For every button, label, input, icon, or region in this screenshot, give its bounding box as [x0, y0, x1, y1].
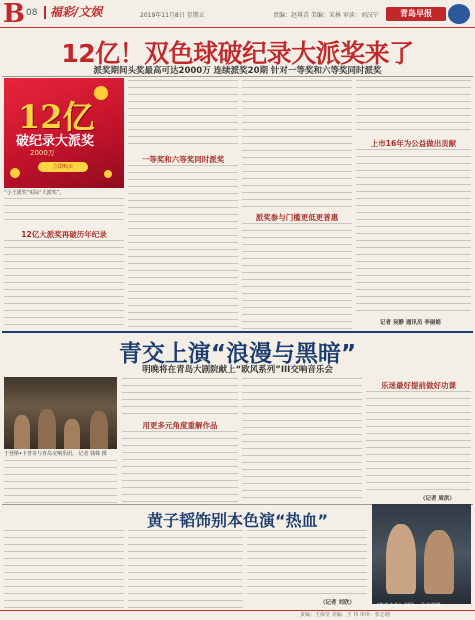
subhead-charity: 上市16年为公益做出贡献 [370, 139, 457, 148]
text-column [242, 223, 352, 330]
story2-subhead: 明晚将在青岛大剧院献上“欧风系列”III交响音乐会 [142, 365, 333, 375]
text-column [128, 80, 238, 150]
text-column [356, 80, 471, 134]
text-column [366, 391, 471, 494]
divider [2, 331, 473, 333]
subhead-threshold: 派奖参与门槛更低更普惠 [255, 213, 339, 222]
poster-amount: 12亿 [18, 98, 95, 136]
poster-prize: 2000万 [30, 149, 55, 157]
story3-byline: （记者 刘欣） [320, 600, 355, 606]
text-column [128, 165, 238, 330]
story1-byline: 记者 吴静 通讯员 李丽娟 [380, 320, 441, 326]
coin-icon [10, 168, 20, 178]
text-column [4, 198, 124, 226]
drama-still-photo [372, 504, 471, 604]
subhead-homework: 乐迷最好提前做好功课 [381, 381, 456, 390]
text-column [122, 431, 238, 504]
poster-title: 破纪录大派奖 [16, 134, 95, 149]
issue-date: 2019年11月8日 星期五 [140, 12, 205, 19]
divider [2, 76, 473, 77]
editor-credits: 责编：赵琪青 美编：宋林 审读：刘汉宁 [273, 12, 379, 19]
story1-subhead: 派奖期间头奖最高可达2000万 连续派奖20期 针对一等奖和六等奖同时派奖 [93, 66, 382, 76]
text-column [128, 530, 243, 608]
drama-caption: 《热血少年》剧照。 片方供图 [374, 603, 441, 609]
photo-caption: 于登斯•卡普奇与青岛交响乐团。 记者 钱姝 摄 [4, 451, 107, 457]
coin-icon [94, 86, 108, 100]
page-number: 08 [26, 8, 38, 18]
subhead-record: 12亿大派奖再破历年纪录 [21, 230, 107, 239]
poster-button: 立即购买 [38, 162, 88, 172]
story1-headline: 12亿！双色球破纪录大派奖来了 [61, 39, 414, 68]
text-column [4, 240, 124, 330]
text-column [242, 378, 362, 504]
lottery-poster-image [4, 78, 124, 188]
story2-byline: （记者 周洪） [420, 496, 455, 502]
story3-headline: 黄子韬饰别本色演“热血” [146, 511, 329, 530]
text-column [122, 378, 238, 416]
section-title: 福彩/文娱 [44, 6, 102, 19]
text-column [242, 80, 352, 208]
logo-emblem-icon [448, 4, 470, 24]
subhead-first-sixth: 一等奖和六等奖同时派奖 [141, 155, 225, 164]
page-header [0, 0, 475, 28]
text-column [4, 460, 117, 504]
page-footer: 责编：王保堂 美编：王 伟 审读：张志刚 [0, 610, 475, 620]
coin-icon [104, 170, 112, 178]
text-column [247, 530, 367, 596]
orchestra-photo [4, 377, 117, 449]
page-letter: B [3, 0, 25, 29]
text-column [4, 530, 124, 608]
subhead-perspective: 用更多元角度重解作品 [142, 421, 218, 430]
poster-caption: “小王派奖”实际“大派奖”。 [4, 190, 65, 196]
newspaper-logo: 青岛早报 [386, 7, 446, 21]
story2-headline: 青交上演“浪漫与黑暗” [118, 341, 357, 367]
text-column [356, 149, 471, 314]
